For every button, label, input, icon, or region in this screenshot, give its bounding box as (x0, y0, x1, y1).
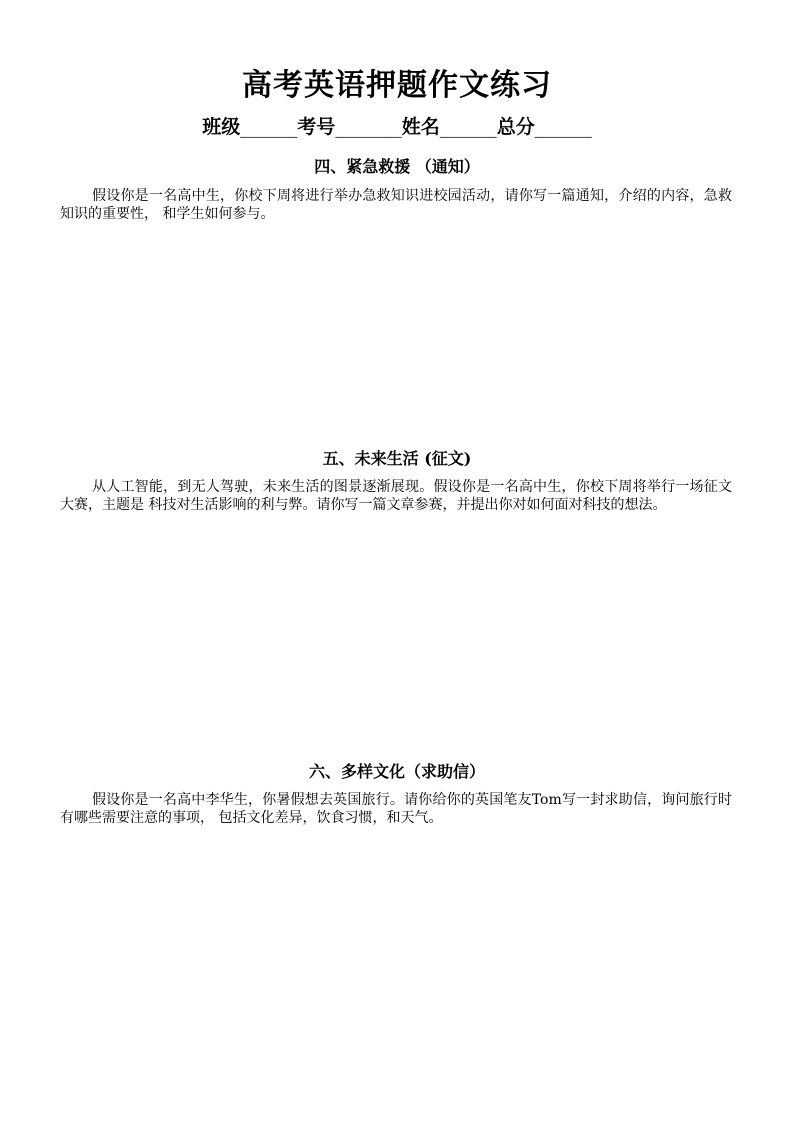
number-blank: _______ (335, 116, 402, 138)
class-blank: ______ (240, 116, 298, 138)
section-heading-future-life: 五、未来生活 (征文) (322, 449, 472, 468)
name-label: 姓名 (401, 116, 440, 138)
class-label: 班级 (202, 116, 241, 138)
page-title: 高考英语押题作文练习 (242, 68, 552, 103)
section-prompt-future-life: 从人工智能，到无人驾驶，未来生活的图景逐渐展现。假设你是一名高中生，你校下周将举行一场征文大赛，主题是 科技对生活影响的利与弊。请你写一篇文章参赛，并提出你对如何面对科技的想法。 (60, 479, 732, 513)
score-blank: ______ (534, 116, 592, 138)
number-label: 考号 (297, 116, 336, 138)
name-blank: ______ (439, 116, 497, 138)
student-info-row (0, 112, 794, 139)
score-label: 总分 (496, 116, 535, 138)
section-heading-emergency-rescue: 四、紧急救援 （通知） (314, 157, 480, 176)
section-heading-diverse-culture: 六、多样文化（求助信） (308, 762, 485, 781)
section-prompt-emergency-rescue: 假设你是一名高中生，你校下周将进行举办急救知识进校园活动，请你写一篇通知，介绍的内容，急救知识的重要性， 和学生如何参与。 (60, 188, 732, 222)
section-prompt-diverse-culture: 假设你是一名高中李华生，你暑假想去英国旅行。请你给你的英国笔友Tom写一封求助信，询问旅行时有哪些需要注意的事项， 包括文化差异，饮食习惯，和天气。 (60, 792, 732, 826)
